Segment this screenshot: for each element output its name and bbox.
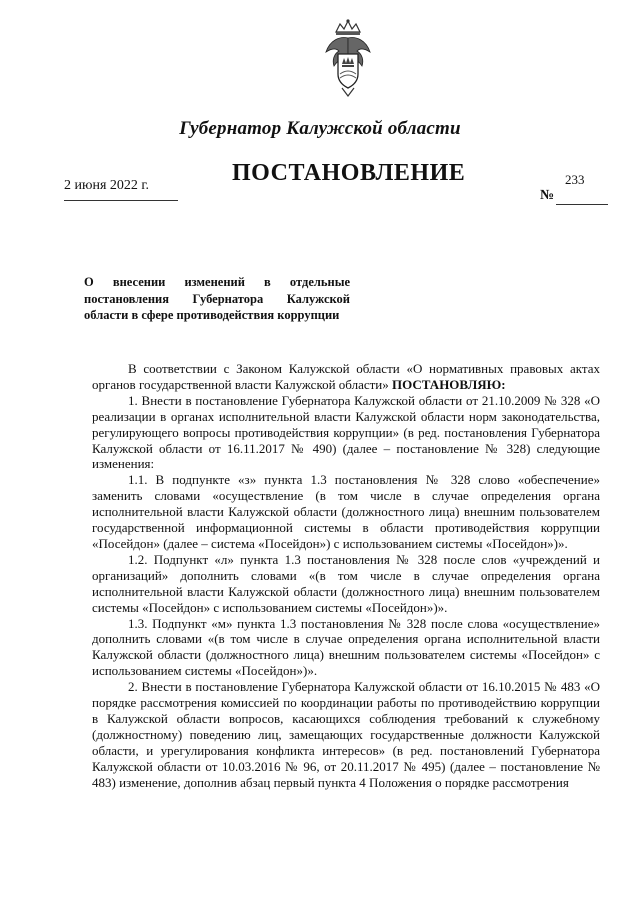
- document-type: ПОСТАНОВЛЕНИЕ: [232, 160, 466, 186]
- number-underline: [556, 204, 608, 205]
- document-date: 2 июня 2022 г.: [64, 178, 150, 193]
- paragraph-preamble: [92, 361, 600, 393]
- date-underline: [64, 200, 178, 201]
- preamble-text: В соответствии с Законом Калужской области «О нормативных правовых актах органов государственной власти Калужской области»: [92, 361, 600, 392]
- document-number: 233: [565, 172, 585, 187]
- coat-of-arms-icon: [322, 18, 374, 98]
- paragraph-1: 1. Внести в постановление Губернатора Калужской области от 21.10.2009 № 328 «О реализации в органах исполнительной власти Калужской области норм законодательства, регулирующего вопросы противодействия коррупции» (в ред. постановления Губернатора Калужской области от 16.11.2017 № 490) (далее – постановление № 328) следующие изменения:: [92, 392, 600, 472]
- number-sign: №: [540, 188, 555, 203]
- paragraph-1-2: 1.2. Подпункт «л» пункта 1.3 постановления № 328 после слов «учреждений и организаций» дополнить словами «(в том числе в случае определения органа исполнительной власти Калужской области (должностного лица) внешним пользователем системы «Посейдон» с использованием системы «Посейдон»)».: [92, 551, 600, 615]
- authority-title: Губернатор Калужской области: [179, 118, 461, 139]
- document-subject: О внесении изменений в отдельные постановления Губернатора Калужской области в сфере противодействия коррупции: [84, 275, 350, 322]
- paragraph-1-1: 1.1. В подпункте «з» пункта 1.3 постановления № 328 слово «обеспечение» заменить словами «осуществление (в том числе в случае определения органа исполнительной власти Калужской области (должностного лица) внешним пользователем государственной информационной системы в области противодействия коррупции «Посейдон» (далее – система «Посейдон») с использованием системы «Посейдон»)».: [92, 472, 600, 551]
- paragraph-2: 2. Внести в постановление Губернатора Калужской области от 16.10.2015 № 483 «О порядке рассмотрения комиссией по координации работы по противодействию коррупции в Калужской области вопросов, касающихся соблюдения требований к служебному (должностному) поведению лиц, замещающих государственные должности Калужской области, и урегулирования конфликта интересов» (в ред. постановлений Губернатора Калужской области от 10.03.2016 № 96, от 20.11.2017 № 495) (далее – постановление № 483) изменение, дополнив абзац первый пункта 4 Положения о порядке рассмотрения: [92, 679, 600, 790]
- document-body: [92, 361, 600, 790]
- decree-word: ПОСТАНОВЛЯЮ:: [392, 376, 506, 392]
- paragraph-1-3: 1.3. Подпункт «м» пункта 1.3 постановления № 328 после слова «осуществление» дополнить словами «(в том числе в случае определения органа исполнительной власти Калужской области (должностного лица) внешним пользователем системы «Посейдон» с использованием системы «Посейдон»)».: [92, 615, 600, 679]
